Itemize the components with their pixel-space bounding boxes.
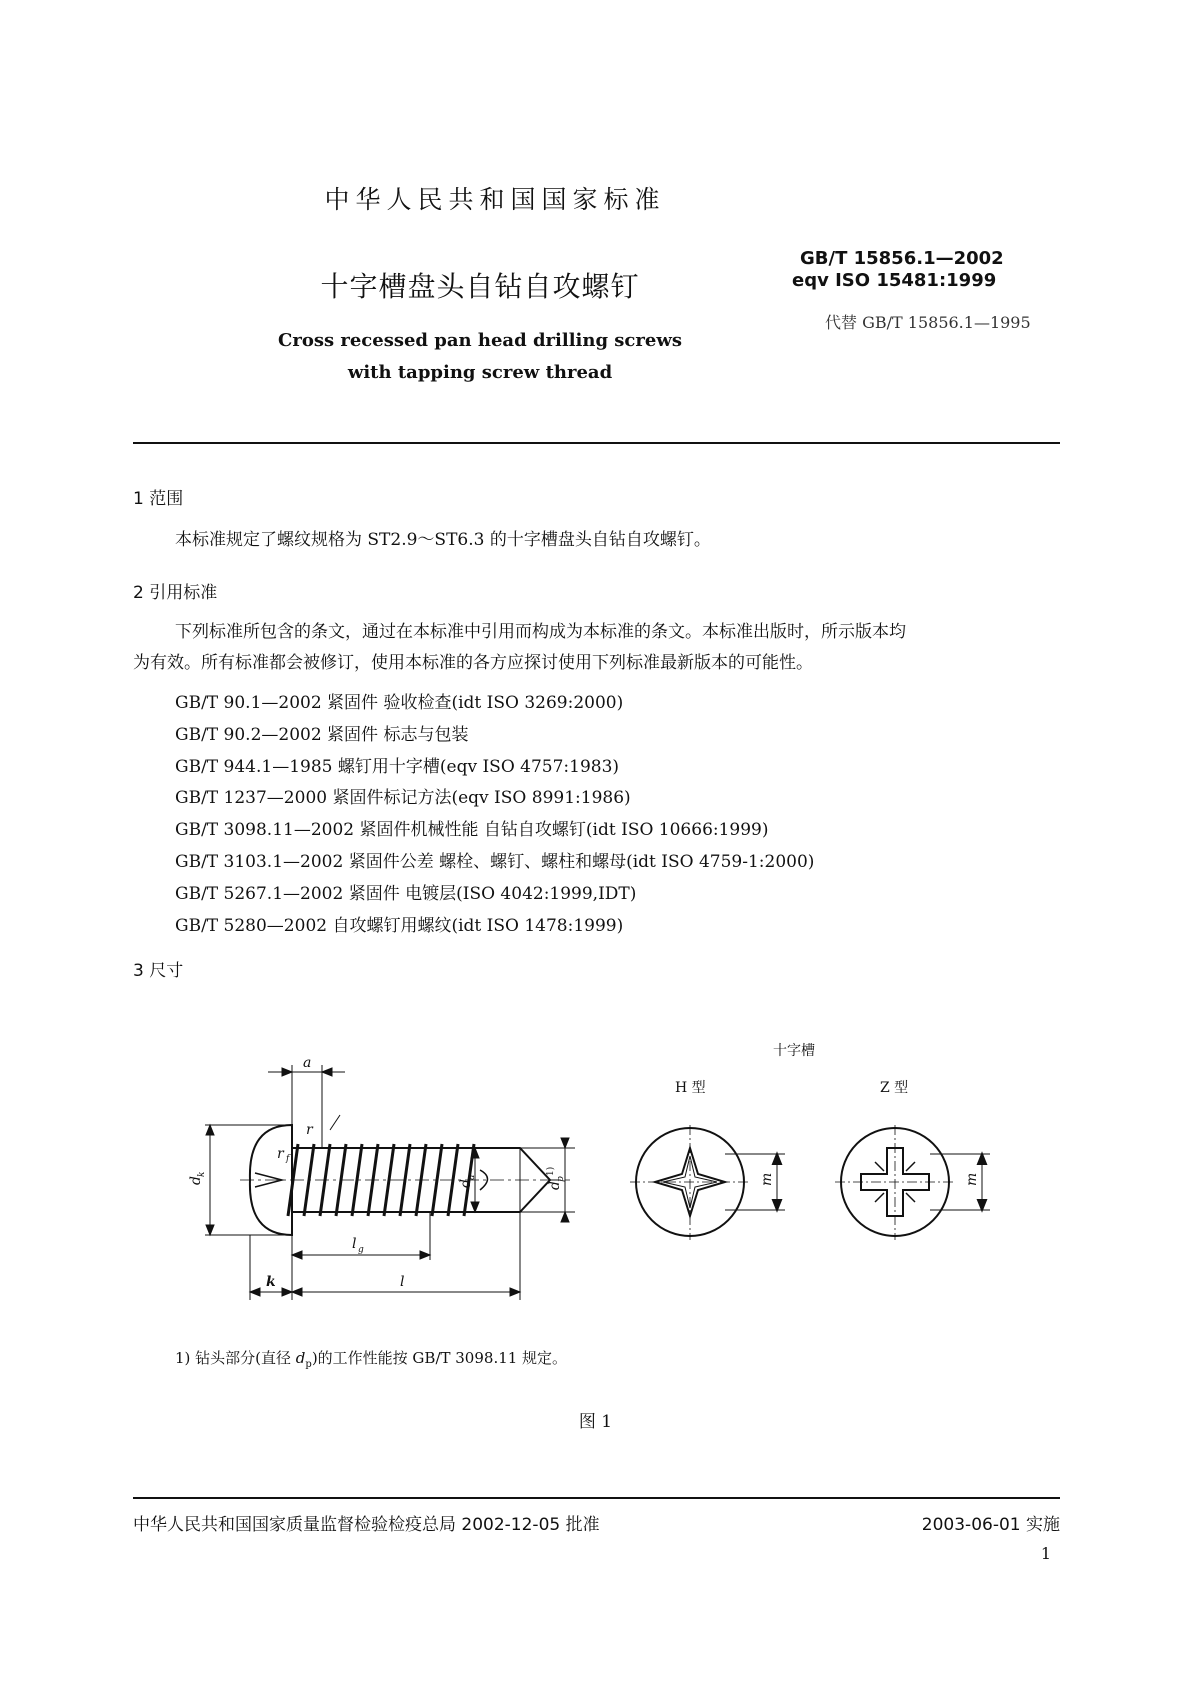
label-da: d	[458, 1179, 474, 1188]
reference-item: GB/T 1237—2000 紧固件标记方法(eqv ISO 8991:1986)	[175, 788, 631, 808]
label-dp: d	[547, 1181, 563, 1190]
reference-item: GB/T 90.1—2002 紧固件 验收检查(idt ISO 3269:2000)	[175, 693, 624, 713]
label-r: r	[306, 1122, 313, 1138]
label-da-sub: a	[467, 1174, 477, 1180]
label-l: l	[400, 1274, 405, 1290]
document-title-cn: 十字槽盘头自钻自攻螺钉	[320, 270, 640, 303]
reference-item: GB/T 944.1—1985 螺钉用十字槽(eqv ISO 4757:1983)	[175, 757, 620, 777]
figure-caption: 图 1	[578, 1412, 613, 1432]
standard-number: GB/T 15856.1—2002	[800, 248, 1004, 269]
section-2-text-line1: 下列标准所包含的条文，通过在本标准中引用而构成为本标准的条文。本标准出版时，所示版本均	[175, 622, 906, 642]
label-dk: d	[188, 1176, 204, 1185]
screw-dimension-figure	[180, 1030, 1060, 1320]
section-2-text-line2: 为有效。所有标准都会被修订，使用本标准的各方应探讨使用下列标准最新版本的可能性。	[133, 653, 813, 673]
label-m-h: m	[759, 1172, 775, 1186]
z-type-label: Z 型	[880, 1080, 909, 1096]
reference-item: GB/T 5267.1—2002 紧固件 电镀层(ISO 4042:1999,IDT)	[175, 884, 637, 904]
section-1-heading: 1 范围	[133, 489, 184, 509]
label-rf-sub: f	[286, 1154, 290, 1164]
label-dp-sub: p	[556, 1176, 566, 1182]
document-title-en-line1: Cross recessed pan head drilling screws	[278, 330, 682, 351]
section-2-heading: 2 引用标准	[133, 583, 218, 603]
label-k: k	[266, 1274, 276, 1290]
document-title-en-line2: with tapping screw thread	[347, 362, 613, 383]
footer-divider	[133, 1497, 1060, 1499]
standard-category-title: 中华人民共和国国家标准	[324, 185, 666, 214]
equivalent-standard: eqv ISO 15481:1999	[792, 270, 997, 291]
label-lg: l	[352, 1236, 357, 1252]
reference-item: GB/T 3098.11—2002 紧固件机械性能 自钻自攻螺钉(idt ISO 10666:1999)	[175, 820, 769, 840]
reference-item: GB/T 5280—2002 自攻螺钉用螺纹(idt ISO 1478:1999)	[175, 916, 624, 936]
label-a: a	[303, 1055, 312, 1071]
section-1-text: 本标准规定了螺纹规格为 ST2.9～ST6.3 的十字槽盘头自钻自攻螺钉。	[175, 530, 711, 550]
effective-date: 2003-06-01 实施	[921, 1515, 1060, 1535]
label-m-z: m	[964, 1172, 980, 1186]
figure-footnote: 1) 钻头部分(直径 $d_p$)的工作性能按 GB/T 3098.11 规定。	[175, 1349, 568, 1370]
label-rf: r	[277, 1146, 284, 1162]
h-type-label: H 型	[675, 1080, 706, 1096]
approval-line: 中华人民共和国国家质量监督检验检疫总局 2002-12-05 批准	[133, 1515, 600, 1535]
page-number: 1	[1040, 1544, 1051, 1563]
section-3-heading: 3 尺寸	[133, 961, 184, 981]
recess-title: 十字槽	[773, 1043, 815, 1059]
label-lg-sub: g	[358, 1245, 364, 1255]
reference-item: GB/T 90.2—2002 紧固件 标志与包装	[175, 725, 469, 745]
label-dp-sup: 1)	[546, 1166, 556, 1176]
label-dk-sub: k	[197, 1171, 207, 1177]
header-divider	[133, 442, 1060, 444]
reference-item: GB/T 3103.1—2002 紧固件公差 螺栓、螺钉、螺柱和螺母(idt ISO 4759-1:2000)	[175, 852, 815, 872]
replaces-standard: 代替 GB/T 15856.1—1995	[825, 313, 1031, 332]
